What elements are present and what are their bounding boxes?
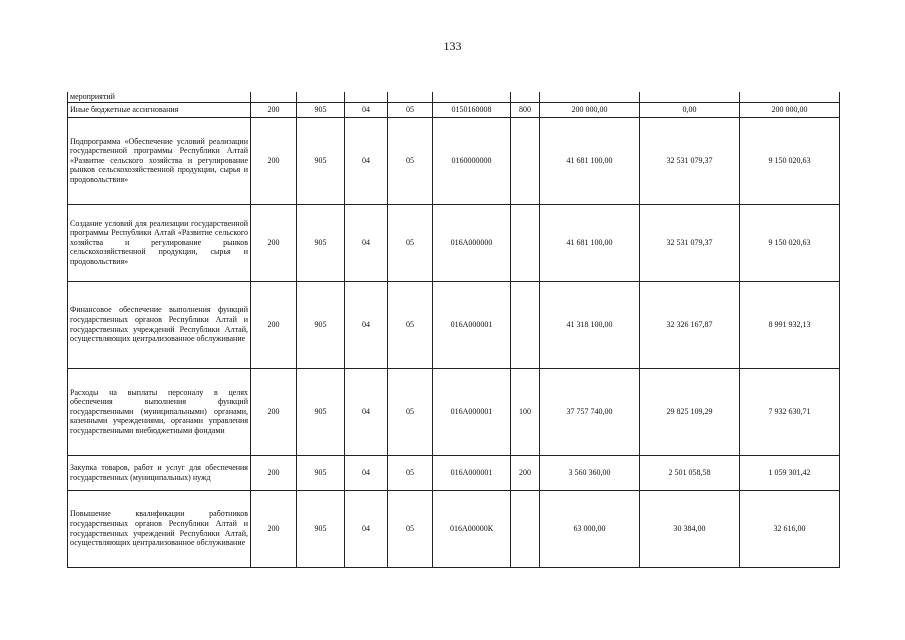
cell-code: 016А000000	[433, 204, 511, 281]
cell-amount: 1 059 301,42	[740, 455, 840, 490]
cell-code: 0150160008	[433, 102, 511, 117]
cell-code: 905	[297, 368, 345, 455]
cell-amount: 0,00	[640, 102, 740, 117]
row-name: Закупка товаров, работ и услуг для обеспечения государственных (муниципальных) нужд	[68, 455, 251, 490]
cell-amount: 200 000,00	[740, 102, 840, 117]
row-name: Создание условий для реализации государственной программы Республики Алтай «Развитие сельского хозяйства и регулирование рынков сельскохозяйственной продукции, сырья и продовольствия»	[68, 204, 251, 281]
cell-amount: 32 616,00	[740, 490, 840, 567]
cell-amount: 41 318 100,00	[540, 281, 640, 368]
table-row	[68, 117, 840, 204]
cell-code: 04	[345, 368, 388, 455]
cell-code	[511, 204, 540, 281]
cell-code	[388, 92, 433, 102]
cell-code: 0160000000	[433, 117, 511, 204]
cell-amount: 32 326 167,87	[640, 281, 740, 368]
cell-code: 905	[297, 281, 345, 368]
table-row	[68, 455, 840, 490]
page-number: 133	[443, 39, 462, 53]
cell-code: 200	[251, 368, 297, 455]
cell-code: 05	[388, 281, 433, 368]
cell-code: 200	[251, 117, 297, 204]
cell-code: 04	[345, 281, 388, 368]
cell-code	[297, 92, 345, 102]
cell-code: 016А000001	[433, 455, 511, 490]
cell-code	[345, 92, 388, 102]
cell-code: 200	[251, 281, 297, 368]
cell-code: 05	[388, 102, 433, 117]
cell-amount: 7 932 630,71	[740, 368, 840, 455]
cell-amount	[540, 92, 640, 102]
cell-code: 05	[388, 204, 433, 281]
cell-code: 200	[251, 455, 297, 490]
cell-code: 200	[251, 102, 297, 117]
cell-code	[511, 92, 540, 102]
cell-code	[511, 490, 540, 567]
cell-code: 100	[511, 368, 540, 455]
table-row	[68, 102, 840, 117]
cell-amount	[640, 92, 740, 102]
cell-amount: 9 150 020,63	[740, 204, 840, 281]
cell-code: 905	[297, 117, 345, 204]
cell-code: 016А00000К	[433, 490, 511, 567]
table-row	[68, 281, 840, 368]
table-row	[68, 92, 840, 102]
cell-code: 04	[345, 204, 388, 281]
budget-table	[67, 92, 840, 568]
cell-amount: 8 991 932,13	[740, 281, 840, 368]
cell-code: 05	[388, 117, 433, 204]
cell-amount: 29 825 109,29	[640, 368, 740, 455]
cell-amount: 63 000,00	[540, 490, 640, 567]
cell-amount: 2 501 058,58	[640, 455, 740, 490]
cell-code: 04	[345, 490, 388, 567]
cell-amount: 3 560 360,00	[540, 455, 640, 490]
cell-amount: 41 681 100,00	[540, 204, 640, 281]
table-row	[68, 368, 840, 455]
table-row	[68, 490, 840, 567]
cell-amount: 32 531 079,37	[640, 204, 740, 281]
cell-code: 04	[345, 102, 388, 117]
cell-amount: 30 384,00	[640, 490, 740, 567]
cell-code	[511, 117, 540, 204]
cell-code: 04	[345, 455, 388, 490]
cell-code: 905	[297, 204, 345, 281]
cell-amount	[740, 92, 840, 102]
cell-code	[511, 281, 540, 368]
cell-code: 016А000001	[433, 281, 511, 368]
cell-code: 905	[297, 102, 345, 117]
cell-code: 905	[297, 490, 345, 567]
table-row	[68, 204, 840, 281]
cell-code: 04	[345, 117, 388, 204]
cell-amount: 41 681 100,00	[540, 117, 640, 204]
row-name: Иные бюджетные ассигнования	[68, 102, 251, 117]
row-name: Расходы на выплаты персоналу в целях обеспечения выполнения функций государственными (муниципальными) органами, казенными учреждениями, органами управления государственными внебюджетными фондами	[68, 368, 251, 455]
row-name: мероприятий	[68, 92, 251, 102]
cell-code: 05	[388, 490, 433, 567]
cell-code: 05	[388, 368, 433, 455]
row-name: Финансовое обеспечение выполнения функций государственных органов Республики Алтай и государственных учреждений Республики Алтай, осуществляющих централизованное обслуживание	[68, 281, 251, 368]
cell-code: 200	[511, 455, 540, 490]
cell-amount: 32 531 079,37	[640, 117, 740, 204]
cell-amount: 9 150 020,63	[740, 117, 840, 204]
cell-code	[251, 92, 297, 102]
cell-code: 200	[251, 490, 297, 567]
cell-amount: 200 000,00	[540, 102, 640, 117]
cell-code: 016А000001	[433, 368, 511, 455]
row-name: Подпрограмма «Обеспечение условий реализации государственной программы Республики Алтай «Развитие сельского хозяйства и регулирование рынков сельскохозяйственной продукции, сырья и продовольствия»	[68, 117, 251, 204]
cell-amount: 37 757 740,00	[540, 368, 640, 455]
cell-code: 800	[511, 102, 540, 117]
cell-code: 200	[251, 204, 297, 281]
cell-code: 905	[297, 455, 345, 490]
cell-code: 05	[388, 455, 433, 490]
row-name: Повышение квалификации работников государственных органов Республики Алтай и государственных учреждений Республики Алтай, осуществляющих централизованное обслуживание	[68, 490, 251, 567]
cell-code	[433, 92, 511, 102]
